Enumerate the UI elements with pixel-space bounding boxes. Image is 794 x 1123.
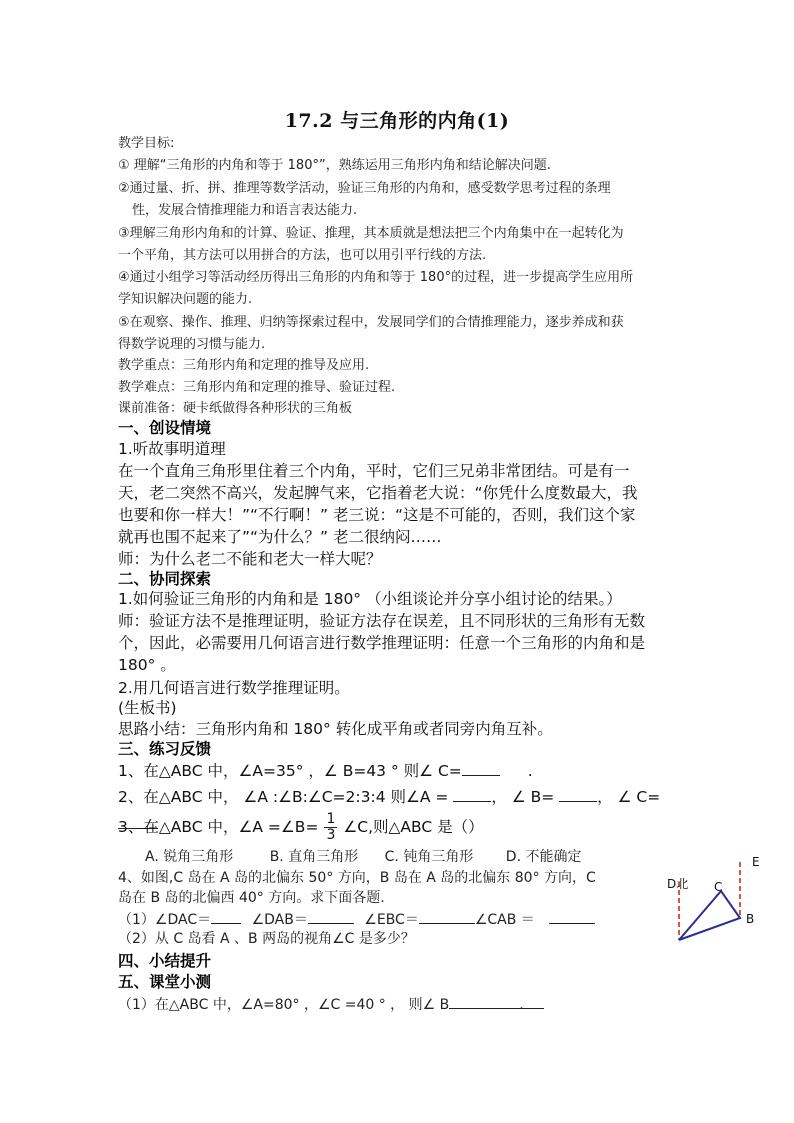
ebc-label: ∠EBC＝ (364, 912, 419, 928)
exercise-2 (118, 786, 660, 808)
section2-summary: 思路小结：三角形内角和 180° 转化成平角或者同旁内角互补。 (118, 720, 553, 738)
exercise-4-sub2: （2）从 C 岛看 A 、B 两岛的视角∠C 是多少？ (118, 931, 415, 947)
option-b: B. 直角三角形 (269, 849, 359, 865)
section2-line-4: 180° 。 (118, 656, 176, 674)
option-c: C. 钝角三角形 (384, 849, 474, 865)
dab-label: ∠DAB＝ (251, 912, 308, 928)
section1-sub: 1.听故事明道理 (118, 440, 226, 458)
fraction-denominator: 3 (326, 827, 336, 843)
quiz-1 (118, 994, 524, 1015)
quiz-1-text: （1）在△ABC 中，∠A=80° ，∠C =40 ° ， 则∠ B (118, 997, 450, 1013)
objective-2: ②通过量、折、拼、推理等数学活动，验证三角形的内角和，感受数学思考过程的条理 (118, 181, 611, 196)
exercise-1-text: 1、在△ABC 中，∠A=35° ，∠ B=43 ° 则∠ C= (118, 762, 462, 780)
objective-4: ④通过小组学习等活动经历得出三角形的内角和等于 180°的过程，进一步提高学生应用所 (118, 270, 634, 285)
objective-5: ⑤在观察、操作、推理、归纳等探索过程中，发展同学们的合情推理能力，逐步养成和获 (118, 315, 624, 330)
label-c: C (714, 880, 723, 894)
exercise-2-text-b: ， ∠ B= (491, 788, 560, 806)
exercise-3-text-post: ∠C,则△ABC 是（） (343, 818, 484, 836)
fraction-numerator: 1 (326, 811, 336, 827)
key-point: 教学重点：三角形内角和定理的推导及应用. (118, 358, 370, 373)
exercise-3 (118, 812, 484, 843)
objective-4-cont: 学知识解决问题的能力. (118, 292, 253, 307)
exercise-4-line-1: 4、如图,C 岛在 A 岛的北偏东 50° 方向，B 岛在 A 岛的北偏东 80° 方向，C (118, 870, 596, 886)
story-line-3: 也要和你一样大！”“不行啊！” 老三说：“这是不可能的，否则，我们这个家 (118, 506, 636, 524)
quiz-1-tail: . (519, 997, 524, 1013)
cab-label: ∠CAB ＝ (474, 912, 535, 928)
label-d-north: D北 (667, 877, 689, 891)
ebc-blank[interactable] (419, 909, 475, 924)
section2-line-3: 个，因此，必需要用几何语言进行数学推理证明：任意一个三角形的内角和是 (118, 634, 646, 652)
section5-heading: 五、课堂小测 (118, 973, 212, 991)
section1-heading: 一、创设情境 (118, 419, 212, 437)
exercise-1-tail: . (527, 762, 533, 780)
fraction-one-third (324, 812, 337, 843)
exercise-2-text-a: 2、在△ABC 中， ∠A :∠B:∠C=2:3:4 则∠A = (118, 788, 454, 806)
dac-label: （1）∠DAC＝ (118, 912, 212, 928)
cab-blank[interactable] (549, 909, 595, 924)
option-d: D. 不能确定 (505, 849, 582, 865)
triangle-abc (679, 891, 740, 940)
exercise-1 (118, 760, 533, 782)
exercise-3-text: 3、在△ABC 中，∠A =∠B= (118, 818, 319, 836)
objective-2-cont: 性，发展合情推理能力和语言表达能力. (132, 203, 358, 218)
objectives-heading: 教学目标: (118, 136, 175, 151)
exercise-3-options (145, 848, 581, 867)
story-line-2: 天，老二突然不高兴，发起脾气来，它指着老大说：“你凭什么度数最大，我 (118, 484, 638, 502)
story-line-1: 在一个直角三角形里住着三个内角，平时，它们三兄弟非常团结。可是有一 (118, 462, 630, 480)
objective-5-cont: 得数学说理的习惯与能力. (118, 337, 266, 352)
answer-blank[interactable] (462, 761, 500, 776)
section2-line-1: 1.如何验证三角形的内角和是 180° （小组谈论并分享小组讨论的结果。） (118, 590, 622, 608)
section2-line-2: 师：验证方法不是推理证明，验证方法存在误差，且不同形状的三角形有无数 (118, 612, 646, 630)
dab-blank[interactable] (308, 909, 354, 924)
label-b: B (746, 912, 755, 926)
section3-heading: 三、练习反馈 (118, 740, 212, 758)
island-bearing-diagram (650, 850, 780, 960)
section2-heading: 二、协同探索 (118, 570, 212, 588)
section2-line-5: 2.用几何语言进行数学推理证明。 (118, 679, 350, 697)
option-a: A. 锐角三角形 (145, 849, 234, 865)
answer-blank-a[interactable] (453, 787, 491, 802)
section4-heading: 四、小结提升 (118, 952, 212, 970)
objective-1: ① 理解“三角形的内角和等于 180°”，熟练运用三角形内角和结论解决问题. (118, 158, 551, 173)
dac-blank[interactable] (211, 909, 241, 924)
teacher-question: 师：为什么老二不能和老大一样大呢？ (118, 550, 382, 568)
label-e: E (752, 855, 760, 869)
objective-3-cont: 一个平角，其方法可以用拼合的方法，也可以用引平行线的方法. (118, 248, 487, 263)
exercise-4-sub1 (118, 909, 595, 930)
section2-line-6: (生板书) (118, 699, 177, 717)
page-title: 17.2 与三角形的内角(1) (284, 110, 510, 132)
difficulty: 教学难点：三角形内角和定理的推导、验证过程. (118, 380, 396, 395)
quiz-1-blank[interactable] (449, 994, 544, 1009)
exercise-2-text-c: ， ∠ C= (597, 788, 661, 806)
objective-3: ③理解三角形内角和的计算、验证、推理，其本质就是想法把三个内角集中在一起转化为 (118, 226, 624, 241)
preparation: 课前准备：硬卡纸做得各种形状的三角板 (118, 401, 353, 416)
exercise-4-line-2: 岛在 B 岛的北偏西 40° 方向。求下面各题. (118, 890, 385, 906)
story-line-4: 就再也围不起来了”“为什么？” 老二很纳闷…… (118, 528, 442, 546)
triangle-figure (650, 850, 780, 960)
answer-blank-b[interactable] (559, 787, 597, 802)
